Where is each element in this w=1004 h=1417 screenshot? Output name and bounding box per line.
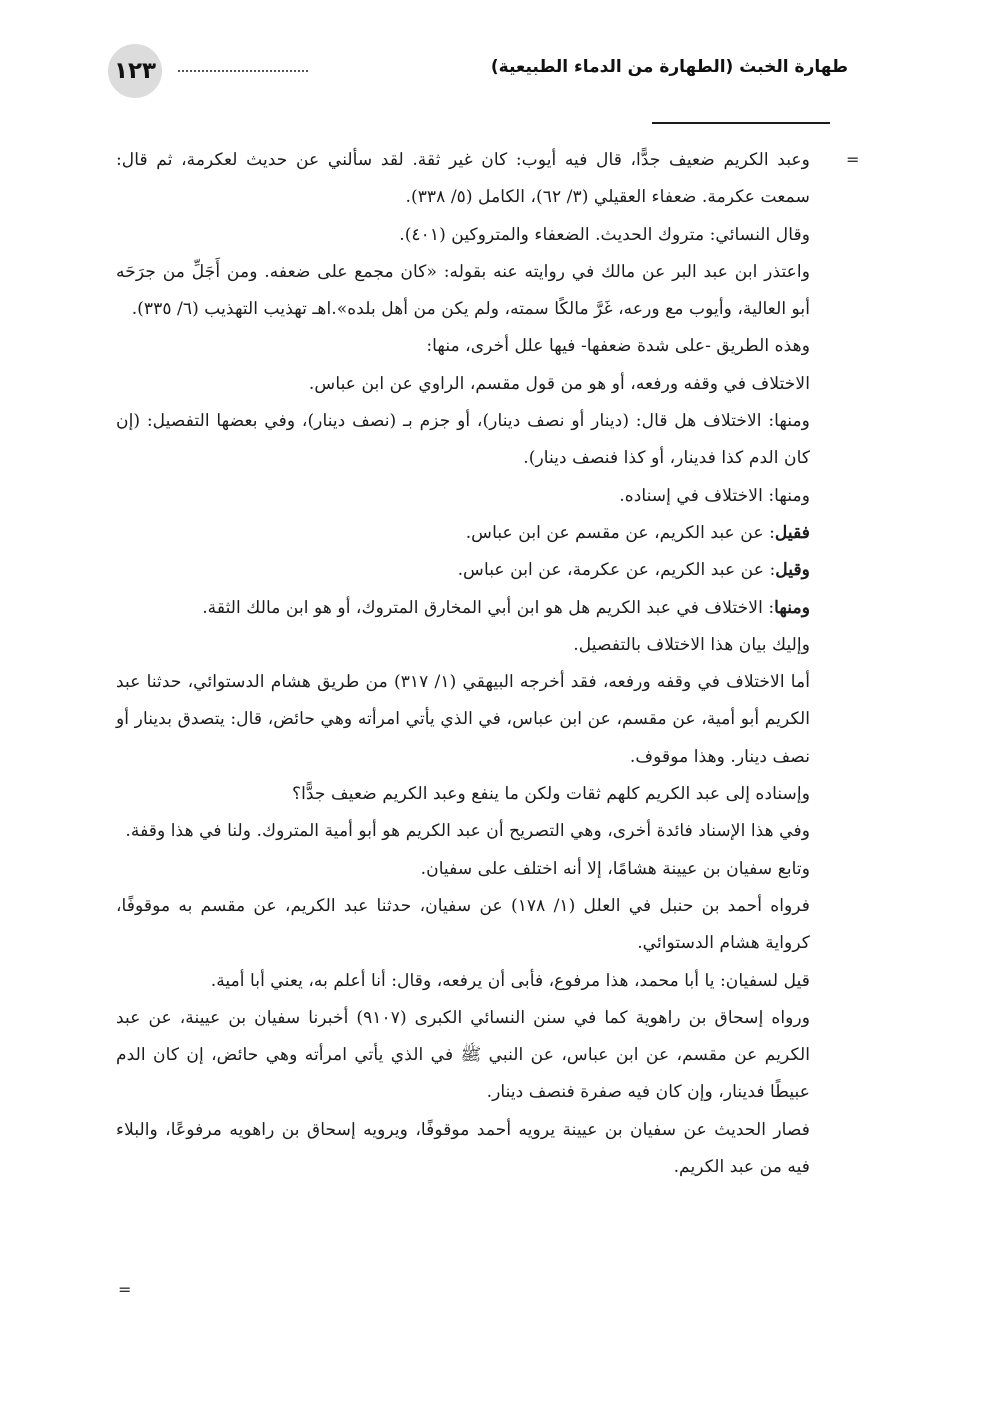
footnote-paragraph: وعبد الكريم ضعيف جدًّا، قال فيه أيوب: كان غير ثقة. لقد سألني عن حديث لعكرمة، ثم قال: سمعت عكرمة. ضعفاء العقيلي (٣/ ٦٢)، الكامل (٥/ ٣٣٨). <box>116 150 810 208</box>
item-text: : عن عبد الكريم، عن مقسم عن ابن عباس. <box>465 522 775 543</box>
page-header <box>108 44 848 100</box>
bold-lead: فقيل <box>774 522 810 543</box>
footnote-paragraph: قيل لسفيان: يا أبا محمد، هذا مرفوع، فأبى أن يرفعه، وقال: أنا أعلم به، يعني أبا أمية. <box>210 970 810 991</box>
footnote-paragraph: الاختلاف في وقفه ورفعه، أو هو من قول مقسم، الراوي عن ابن عباس. <box>308 373 810 394</box>
header-leader-dots <box>178 56 308 72</box>
footnote-paragraph: ورواه إسحاق بن راهوية كما في سنن النسائي الكبرى (٩١٠٧) أخبرنا سفيان بن عيينة، عن عبد الكريم عن مقسم، عن ابن عباس، عن النبي ﷺ في الذي يأتي امرأته وهي حائض، إن كان الدم عبيطًا فدينار، وإن كان فيه صفرة فنصف دينار. <box>116 1007 810 1103</box>
bold-lead: وقيل <box>775 560 810 581</box>
footnote-separator <box>652 122 830 124</box>
bold-list-item <box>116 590 810 627</box>
footnote-paragraph: فصار الحديث عن سفيان بن عيينة يرويه أحمد موقوفًا، ويرويه إسحاق بن راهويه مرفوعًا، والبلاء فيه من عبد الكريم. <box>116 1119 810 1178</box>
footnote-paragraph: ومنها: الاختلاف هل قال: (دينار أو نصف دينار)، أو جزم بـ (نصف دينار)، وفي بعضها التفصيل: (إن كان الدم كذا فدينار، أو كذا فنصف دينار). <box>116 411 810 469</box>
footnote-paragraph: وفي هذا الإسناد فائدة أخرى، وهي التصريح أن عبد الكريم هو أبو أمية المتروك. ولنا في هذا وقفة. <box>125 821 810 842</box>
footnote-paragraph: واعتذر ابن عبد البر عن مالك في روايته عنه بقوله: «كان مجمع على ضعفه. ومن أَجَلِّ من جرَحَه أبو العالية، وأيوب مع ورعه، غَرَّ مالكًا سمته، ولم يكن من أهل بلده».اهـ تهذيب التهذيب (٦/ ٣٣٥). <box>116 261 810 320</box>
bold-lead: ومنها <box>774 597 810 618</box>
footnote-paragraph: وهذه الطريق -على شدة ضعفها- فيها علل أخرى، منها: <box>426 336 810 357</box>
footnote-paragraph: فرواه أحمد بن حنبل في العلل (١/ ١٧٨) عن سفيان، حدثنا عبد الكريم، عن مقسم به موقوفًا، كرواية هشام الدستوائي. <box>116 895 811 954</box>
footnote-paragraph: وإليك بيان هذا الاختلاف بالتفصيل. <box>573 634 810 655</box>
continuation-mark-bottom: = <box>118 1280 132 1299</box>
bold-list-item <box>116 552 810 589</box>
running-title: طهارة الخبث (الطهارة من الدماء الطبيعية) <box>490 57 848 77</box>
footnote-body <box>116 142 810 1186</box>
page-number: ١٢٣ <box>108 44 162 98</box>
footnote-paragraph: وتابع سفيان بن عيينة هشامًا، إلا أنه اختلف على سفيان. <box>420 858 810 879</box>
footnote-paragraph: وقال النسائي: متروك الحديث. الضعفاء والمتروكين (٤٠١). <box>399 224 810 245</box>
item-text: : الاختلاف في عبد الكريم هل هو ابن أبي المخارق المتروك، أو هو ابن مالك الثقة. <box>202 597 775 618</box>
bold-list-item <box>116 515 810 552</box>
footnote-paragraph: أما الاختلاف في وقفه ورفعه، فقد أخرجه البيهقي (١/ ٣١٧) من طريق هشام الدستوائي، حدثنا عبد الكريم أبو أمية، عن مقسم، عن ابن عباس، في الذي يأتي امرأته وهي حائض، قال: يتصدق بدينار أو نصف دينار. وهذا موقوف. <box>116 672 810 767</box>
footnote-paragraph: وإسناده إلى عبد الكريم كلهم ثقات ولكن ما ينفع وعبد الكريم ضعيف جدًّا؟ <box>291 784 810 805</box>
item-text: : عن عبد الكريم، عن عكرمة، عن ابن عباس. <box>457 560 776 581</box>
continuation-mark-top: = <box>846 150 860 169</box>
footnote-paragraph: ومنها: الاختلاف في إسناده. <box>619 485 810 506</box>
